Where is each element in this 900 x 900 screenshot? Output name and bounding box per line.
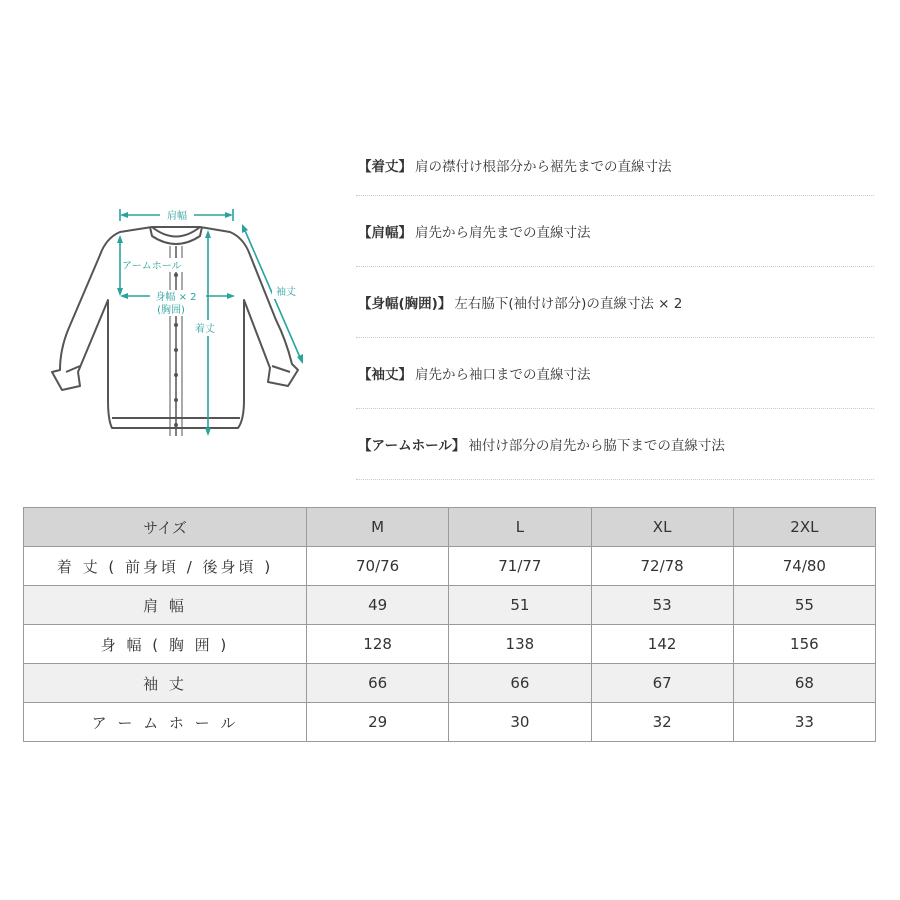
table-cell: 55 — [733, 586, 875, 625]
row-label: 身 幅 ( 胸 囲 ) — [24, 625, 307, 664]
definition-term: 【身幅(胸囲)】 — [358, 296, 452, 312]
table-cell: 53 — [591, 586, 733, 625]
garment-outline — [52, 227, 298, 428]
table-cell: 66 — [307, 664, 449, 703]
row-label: 袖 丈 — [24, 664, 307, 703]
header-size-m: M — [307, 508, 449, 547]
table-cell: 138 — [449, 625, 591, 664]
size-table — [23, 507, 876, 742]
table-cell: 67 — [591, 664, 733, 703]
table-row — [24, 586, 876, 625]
definition-chest — [356, 267, 874, 338]
chest-label-line2: (胸囲) — [157, 305, 185, 316]
row-label: 肩 幅 — [24, 586, 307, 625]
definition-shoulder — [356, 196, 874, 267]
row-label: 着 丈 ( 前身頃 / 後身頃 ) — [24, 547, 307, 586]
table-row — [24, 664, 876, 703]
table-row — [24, 625, 876, 664]
table-cell: 32 — [591, 703, 733, 742]
header-size-2xl: 2XL — [733, 508, 875, 547]
header-size-l: L — [449, 508, 591, 547]
table-cell: 66 — [449, 664, 591, 703]
table-cell: 156 — [733, 625, 875, 664]
sleeve-label: 袖丈 — [276, 287, 296, 298]
definition-term: 【袖丈】 — [358, 367, 412, 383]
table-row — [24, 703, 876, 742]
definition-desc: 肩先から袖口までの直線寸法 — [415, 367, 591, 383]
definition-armhole — [356, 409, 874, 480]
definition-desc: 袖付け部分の肩先から脇下までの直線寸法 — [468, 438, 725, 454]
table-cell: 49 — [307, 586, 449, 625]
definition-term: 【肩幅】 — [358, 225, 412, 241]
length-label: 着丈 — [195, 324, 215, 335]
armhole-label: アームホール — [122, 261, 182, 272]
table-cell: 68 — [733, 664, 875, 703]
definition-term: 【アームホール】 — [358, 438, 466, 454]
row-label: ア ー ム ホ ー ル — [24, 703, 307, 742]
definition-desc: 肩の襟付け根部分から裾先までの直線寸法 — [415, 158, 672, 175]
definition-desc: 左右脇下(袖付け部分)の直線寸法 × 2 — [454, 296, 683, 312]
table-cell: 142 — [591, 625, 733, 664]
chest-label-line1: 身幅 × 2 — [155, 292, 197, 303]
size-table-header — [24, 508, 876, 547]
definition-term: 【着丈】 — [358, 158, 412, 175]
table-cell: 33 — [733, 703, 875, 742]
table-row — [24, 547, 876, 586]
table-cell: 51 — [449, 586, 591, 625]
garment-diagram — [40, 190, 320, 450]
table-cell: 74/80 — [733, 547, 875, 586]
table-cell: 128 — [307, 625, 449, 664]
definition-sleeve — [356, 338, 874, 409]
header-size-label: サイズ — [24, 508, 307, 547]
definition-length — [356, 140, 874, 196]
table-cell: 30 — [449, 703, 591, 742]
measurement-definitions — [356, 140, 874, 480]
table-cell: 72/78 — [591, 547, 733, 586]
shoulder-label: 肩幅 — [167, 211, 187, 222]
table-cell: 71/77 — [449, 547, 591, 586]
table-cell: 29 — [307, 703, 449, 742]
definition-desc: 肩先から肩先までの直線寸法 — [415, 225, 591, 241]
table-cell: 70/76 — [307, 547, 449, 586]
header-size-xl: XL — [591, 508, 733, 547]
